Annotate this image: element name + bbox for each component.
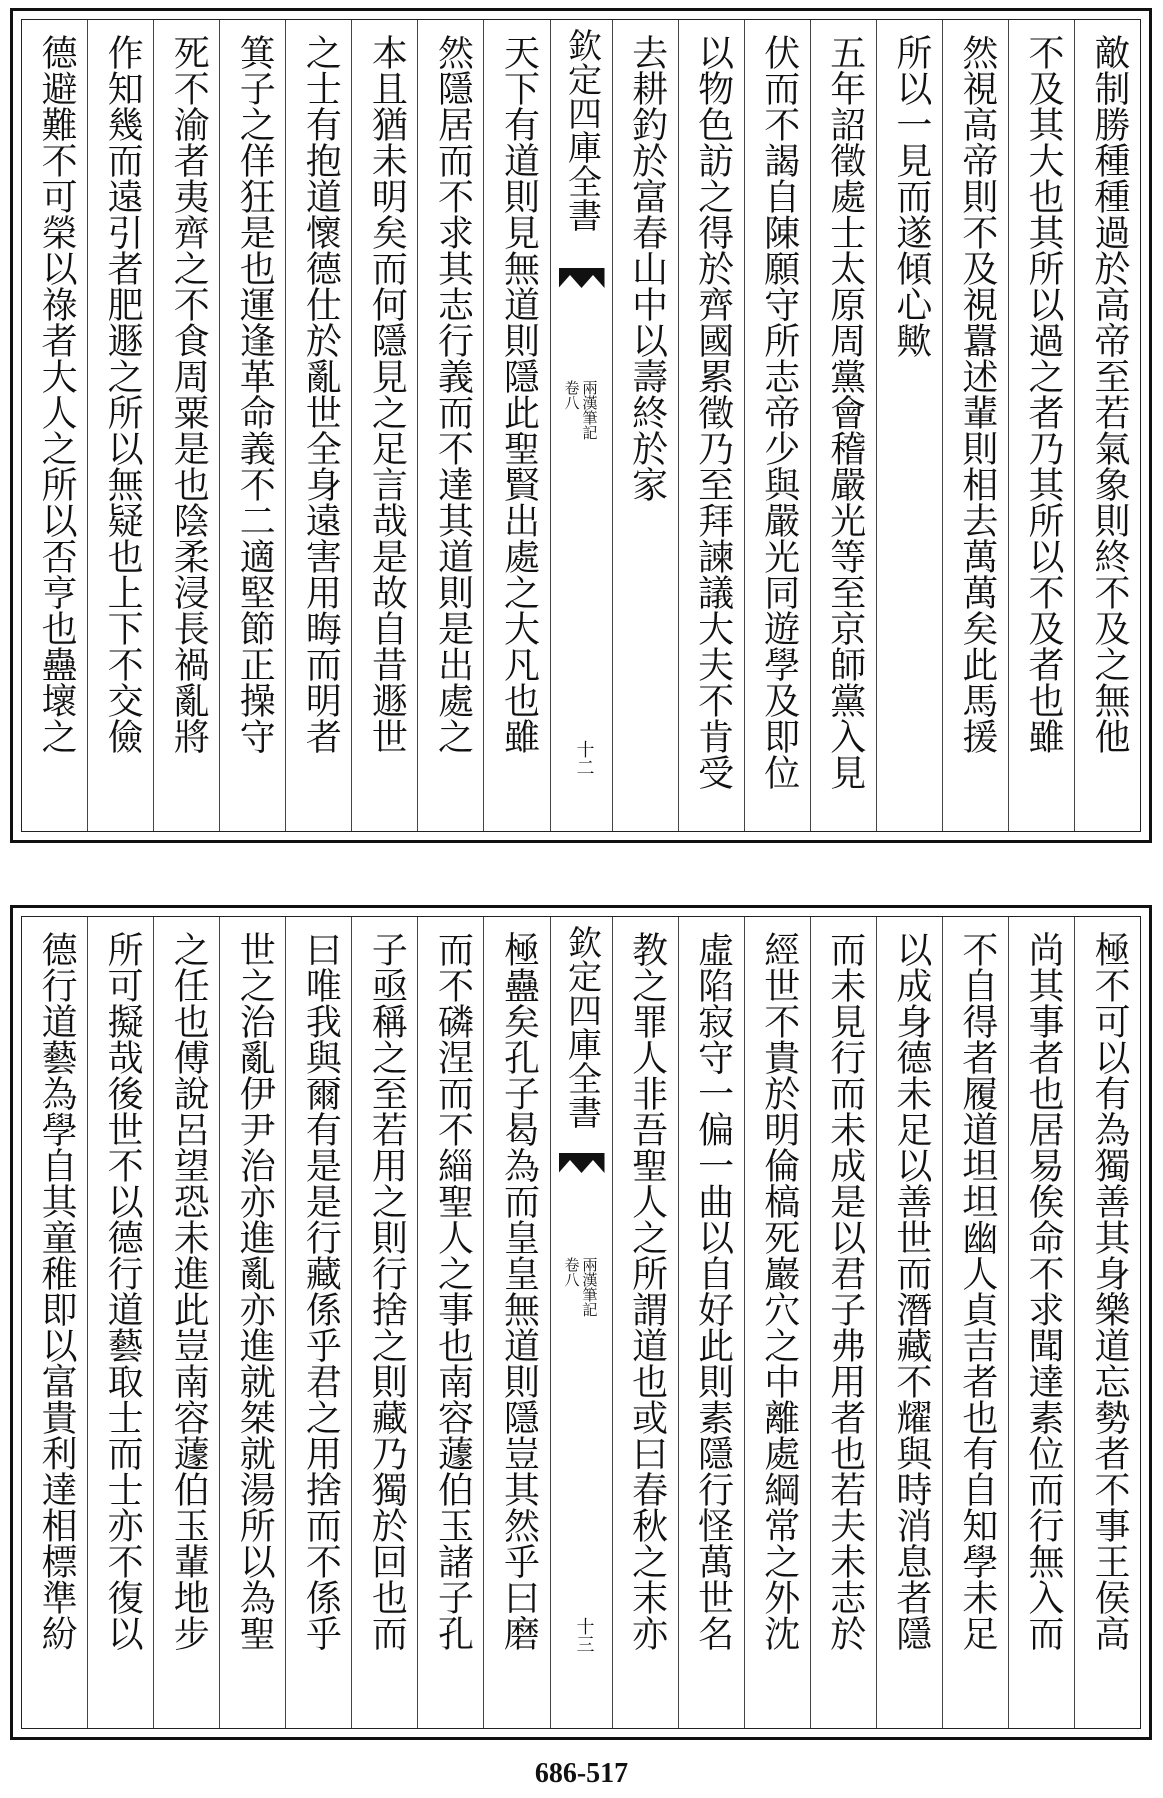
- text-column: 以物色訪之得於齊國累徵乃至拜諫議大夫不肯受: [678, 20, 744, 831]
- bottom-page-frame: [21, 916, 1141, 1729]
- text-column: 死不渝者夷齊之不食周粟是也陰柔浸長禍亂將: [153, 20, 219, 831]
- text-column: 子亟稱之至若用之則行捨之則藏乃獨於回也而: [351, 917, 417, 1728]
- text-column: 五年詔徵處士太原周黨會稽嚴光等至京師黨入見: [810, 20, 876, 831]
- text-column: 然隱居而不求其志行義而不達其道則是出處之: [417, 20, 483, 831]
- text-column: 箕子之佯狂是也運逢革命義不二適堅節正操守: [219, 20, 285, 831]
- text-column: 尚其事者也居易俟命不求聞達素位而行無入而: [1008, 917, 1074, 1728]
- text-column: 德行道藝為學自其童稚即以富貴利達相標準紛: [36, 931, 78, 1651]
- text-column: 所以一見而遂傾心歟: [876, 20, 942, 831]
- text-column: 所可擬哉後世不以德行道藝取士而士亦不復以: [87, 917, 153, 1728]
- text-column: 敵制勝種種過於高帝至若氣象則終不及之無他: [1074, 20, 1140, 831]
- banner-book-title: 兩漢筆記: [580, 380, 599, 440]
- text-column: 教之罪人非吾聖人之所謂道也或曰春秋之末亦: [612, 917, 678, 1728]
- banner-title: 欽定四庫全書: [561, 28, 602, 232]
- text-column: 之士有抱道懷德仕於亂世全身遠害用晦而明者: [285, 20, 351, 831]
- banner-title: 欽定四庫全書: [561, 925, 602, 1129]
- fish-tail-mark-icon: [559, 268, 605, 288]
- text-column: 曰唯我與爾有是是行藏係乎君之用捨而不係乎: [285, 917, 351, 1728]
- text-column: 不自得者履道坦坦幽人貞吉者也有自知學未足: [942, 917, 1008, 1728]
- text-column: 伏而不謁自陳願守所志帝少與嚴光同遊學及即位: [744, 20, 810, 831]
- bottom-page-columns: [22, 917, 1140, 1728]
- top-page: [10, 8, 1152, 843]
- text-column: 虛陷寂守一偏一曲以自好此則素隱行怪萬世名: [678, 917, 744, 1728]
- text-column: 經世不貴於明倫槁死巖穴之中離處綱常之外沈: [744, 917, 810, 1728]
- top-page-columns: [22, 20, 1140, 831]
- text-column: 極不可以有為獨善其身樂道忘勢者不事王侯高: [1074, 917, 1140, 1728]
- top-page-frame: [21, 19, 1141, 832]
- text-column: 以成身德未足以善世而潛藏不耀與時消息者隱: [876, 917, 942, 1728]
- text-column: 世之治亂伊尹治亦進亂亦進就桀就湯所以為聖: [219, 917, 285, 1728]
- text-column: 不及其大也其所以過之者乃其所以不及者也雖: [1008, 20, 1074, 831]
- banner-volume: 卷八: [562, 380, 581, 410]
- banner-book-title: 兩漢筆記: [580, 1257, 599, 1317]
- fish-tail-mark-icon: [559, 1153, 605, 1173]
- text-column: 極蠱矣孔子曷為而皇皇無道則隱豈其然乎曰磨: [483, 917, 549, 1728]
- text-column: 而未見行而未成是以君子弗用者也若夫未志於: [810, 917, 876, 1728]
- banner-volume: 卷八: [562, 1257, 581, 1287]
- page-footer-number: 686-517: [534, 1758, 629, 1789]
- text-column: 本且猶未明矣而何隱見之足言哉是故自昔遯世: [351, 20, 417, 831]
- banner-page-number: 十三: [573, 1617, 595, 1653]
- text-column: 之任也傅說呂望恐未進此豈南容蘧伯玉輩地步: [153, 917, 219, 1728]
- center-banner: [550, 20, 612, 831]
- banner-page-number: 十二: [573, 740, 595, 776]
- bottom-page: [10, 905, 1152, 1740]
- text-column: 而不磷涅而不緇聖人之事也南容蘧伯玉諸子孔: [417, 917, 483, 1728]
- text-column: 德避難不可榮以祿者大人之所以否亨也蠱壞之: [36, 34, 78, 754]
- text-column: 然視高帝則不及視囂述輩則相去萬萬矣此馬援: [942, 20, 1008, 831]
- text-column: 去耕釣於富春山中以壽終於家: [612, 20, 678, 831]
- text-column: 天下有道則見無道則隱此聖賢出處之大凡也雖: [483, 20, 549, 831]
- center-banner: [550, 917, 612, 1728]
- text-column: 作知幾而遠引者肥遯之所以無疑也上下不交儉: [87, 20, 153, 831]
